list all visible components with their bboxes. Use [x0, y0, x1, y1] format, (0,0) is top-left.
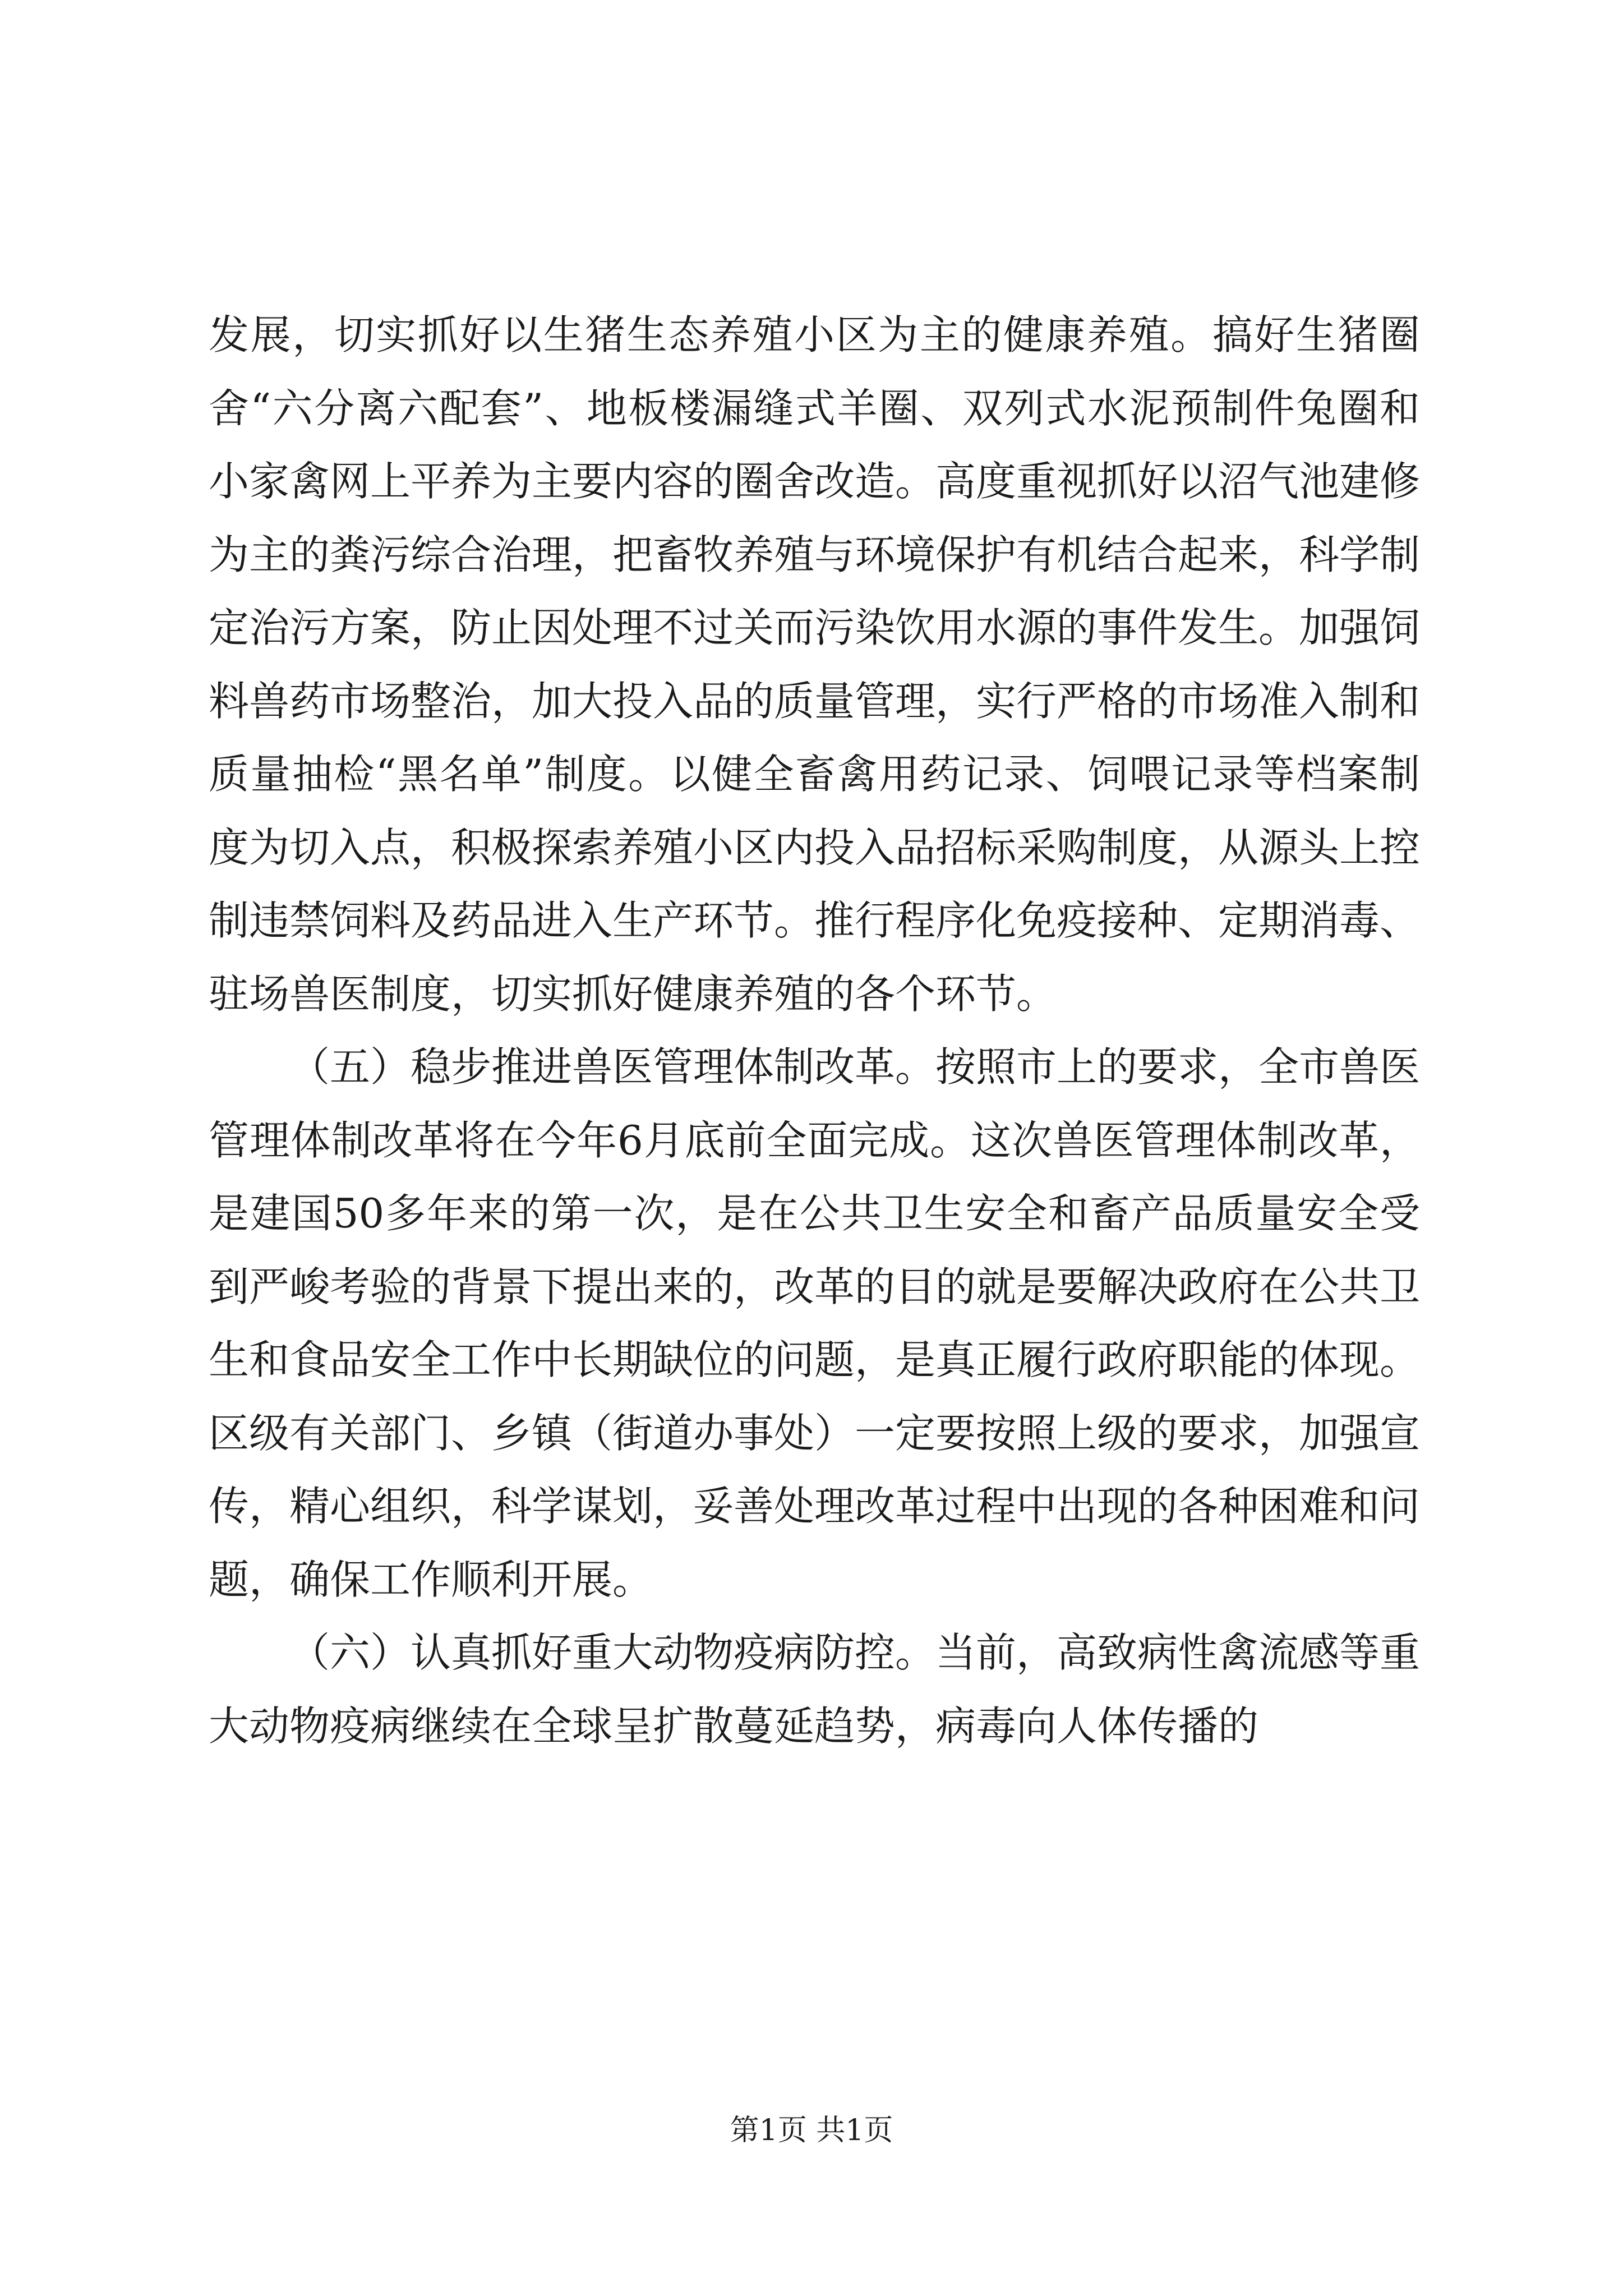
paragraph-health-farming: 发展，切实抓好以生猪生态养殖小区为主的健康养殖。搞好生猪圈舍“六分离六配套”、地板楼漏缝式羊圈、双列式水泥预制件兔圈和小家禽网上平养为主要内容的圈舍改造。高度重视抓好以沼气池建修为主的粪污综合治理，把畜牧养殖与环境保护有机结合起来，科学制定治污方案，防止因处理不过关而污染饮用水源的事件发生。加强饲料兽药市场整治，加大投入品的质量管理，实行严格的市场准入制和质量抽检“黑名单”制度。以健全畜禽用药记录、饲喂记录等档案制度为切入点，积极探索养殖小区内投入品招标采购制度，从源头上控制违禁饲料及药品进入生产环节。推行程序化免疫接种、定期消毒、驻场兽医制度，切实抓好健康养殖的各个环节。 — [209, 311, 1421, 1018]
paragraph-veterinary-reform: （五）稳步推进兽医管理体制改革。按照市上的要求，全市兽医管理体制改革将在今年6月底前全面完成。这次兽医管理体制改革，是建国50多年来的第一次，是在公共卫生安全和畜产品质量安全受到严峻考验的背景下提出来的，改革的目的就是要解决政府在公共卫生和食品安全工作中长期缺位的问题，是真正履行政府职能的体现。区级有关部门、乡镇（街道办事处）一定要按照上级的要求，加强宣传，精心组织，科学谋划，妥善处理改革过程中出现的各种困难和问题，确保工作顺利开展。 — [209, 1043, 1421, 1603]
page-footer — [0, 2106, 1623, 2148]
paragraph-epidemic-control: （六）认真抓好重大动物疫病防控。当前，高致病性禽流感等重大动物疫病继续在全球呈扩散蔓延趋势，病毒向人体传播的 — [209, 1629, 1421, 1750]
document-body — [209, 298, 1420, 1763]
page-number-label: 第1页 共1页 — [730, 2114, 893, 2147]
